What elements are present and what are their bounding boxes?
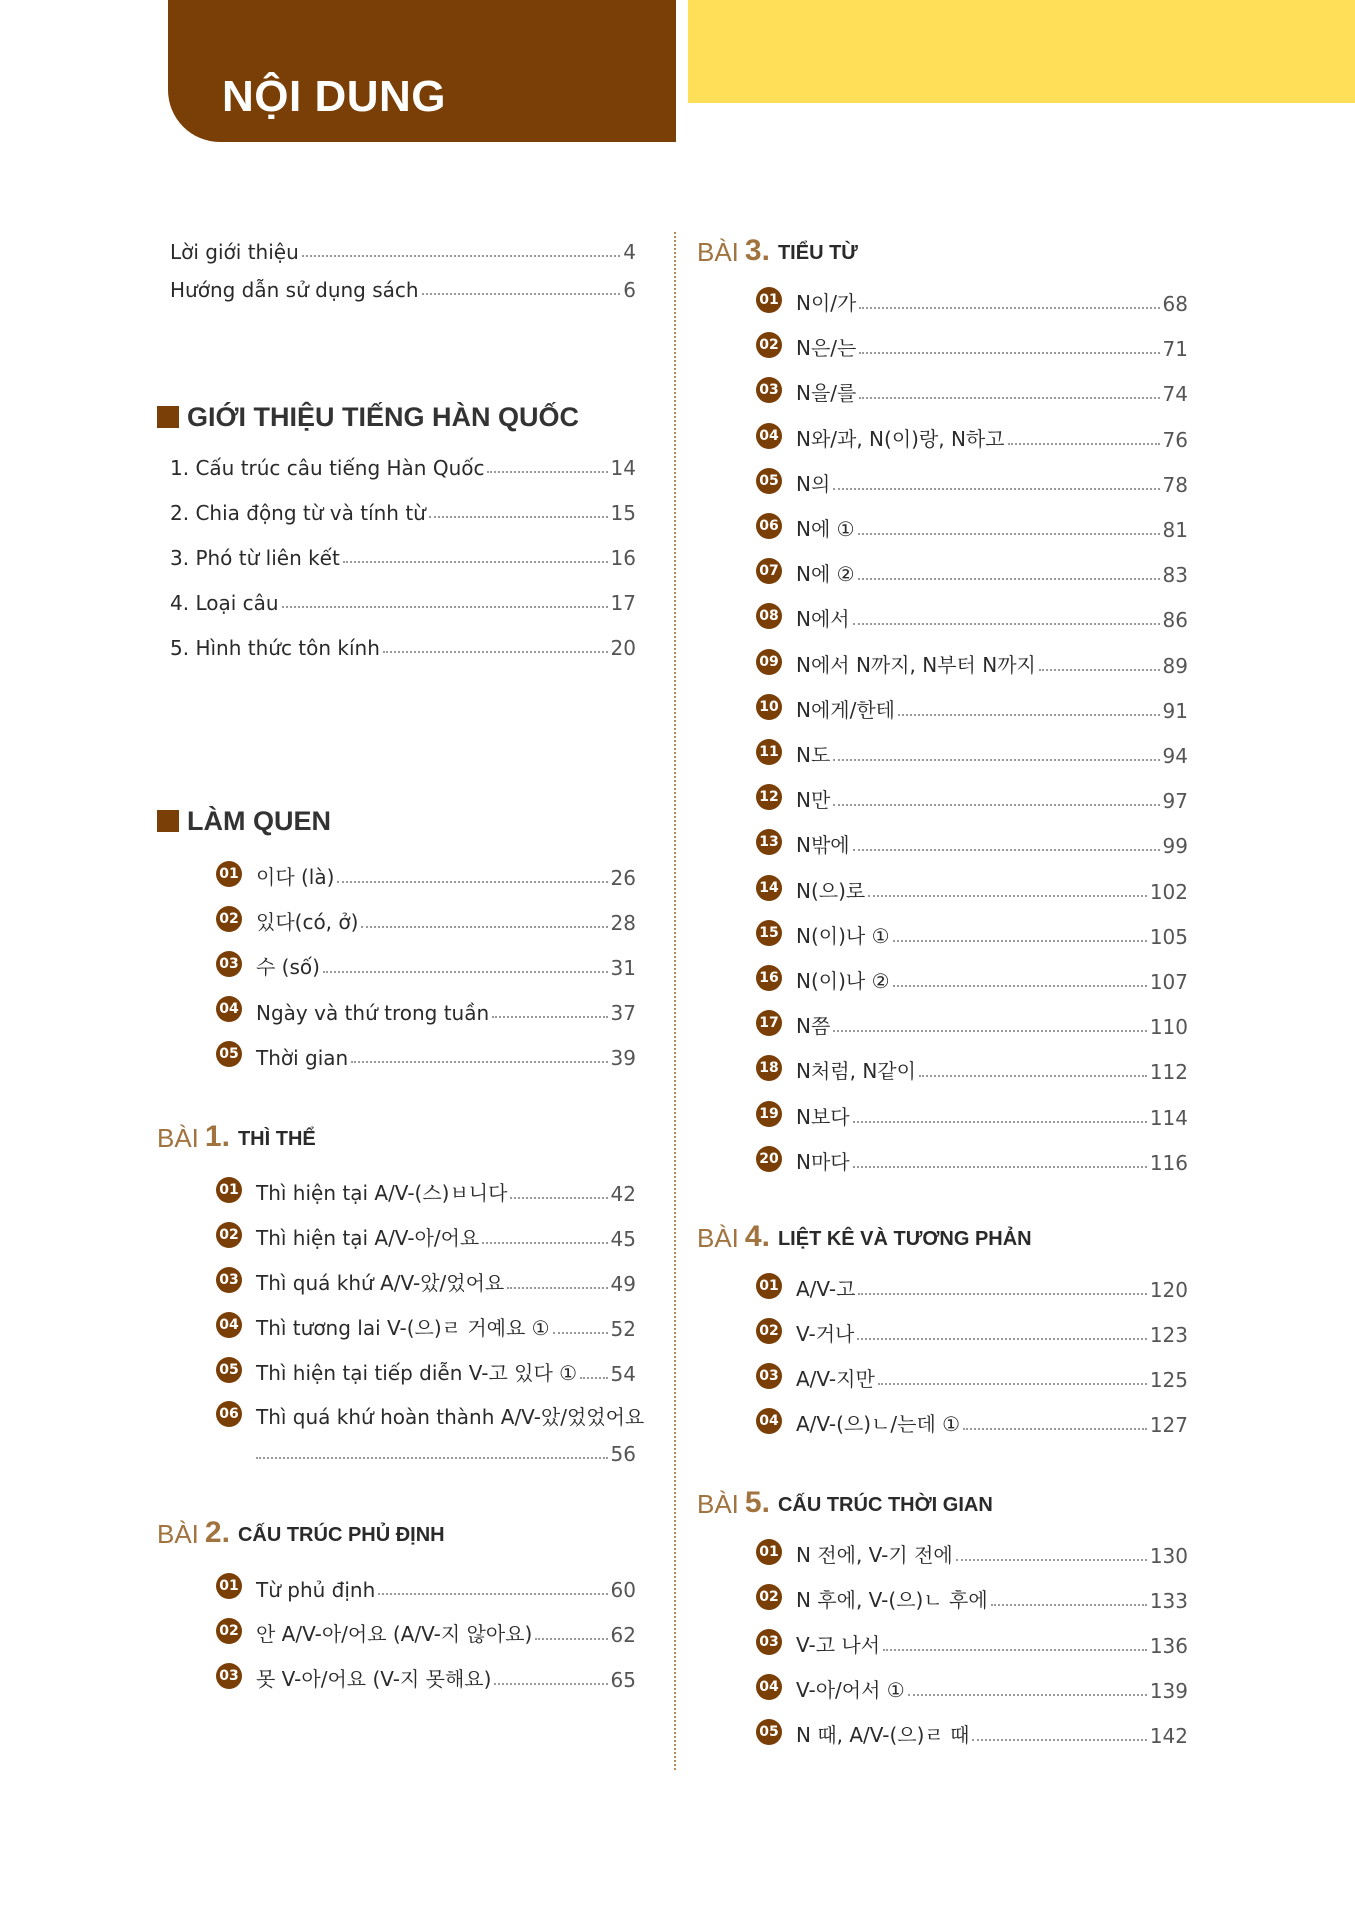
number-badge: 19 xyxy=(756,1101,782,1127)
number-badge: 06 xyxy=(216,1401,242,1427)
toc-entry-bai1-4[interactable]: 04 Thì tương lai V-(으)ㄹ 거예요 ① 52 xyxy=(170,1309,636,1341)
number-badge: 08 xyxy=(756,603,782,629)
toc-entry-bai5-4[interactable]: 04 V-아/어서 ① 139 xyxy=(710,1671,1188,1703)
number-badge: 16 xyxy=(756,965,782,991)
page-title: NỘI DUNG xyxy=(222,72,446,121)
number-badge: 04 xyxy=(756,423,782,449)
number-badge: 01 xyxy=(756,287,782,313)
number-badge: 15 xyxy=(756,920,782,946)
number-badge: 03 xyxy=(216,1663,242,1689)
number-badge: 14 xyxy=(756,875,782,901)
number-badge: 04 xyxy=(216,996,242,1022)
lesson-heading-3: BÀI 3. TIỂU TỪ xyxy=(697,234,858,267)
toc-entry-lamquen-5[interactable]: 05 Thời gian 39 xyxy=(170,1038,636,1070)
section-heading-intro: GIỚI THIỆU TIẾNG HÀN QUỐC xyxy=(157,400,579,434)
number-badge: 18 xyxy=(756,1055,782,1081)
toc-entry-bai2-2[interactable]: 02 안 A/V-아/어요 (A/V-지 않아요) 62 xyxy=(170,1615,636,1647)
number-badge: 02 xyxy=(756,1584,782,1610)
number-badge: 02 xyxy=(756,332,782,358)
toc-entry-lamquen-4[interactable]: 04 Ngày và thứ trong tuần 37 xyxy=(170,993,636,1025)
toc-entry-bai3-4[interactable]: 04 N와/과, N(이)랑, N하고 76 xyxy=(710,420,1188,452)
column-divider xyxy=(674,232,676,1770)
number-badge: 03 xyxy=(756,377,782,403)
toc-entry-bai3-5[interactable]: 05 N의 78 xyxy=(710,465,1188,497)
toc-entry-bai1-1[interactable]: 01 Thì hiện tại A/V-(스)ㅂ니다 42 xyxy=(170,1174,636,1206)
toc-entry-bai5-1[interactable]: 01 N 전에, V-기 전에 130 xyxy=(710,1536,1188,1568)
number-badge: 04 xyxy=(756,1674,782,1700)
toc-entry-bai4-2[interactable]: 02 V-거나 123 xyxy=(710,1315,1188,1347)
toc-entry-bai5-3[interactable]: 03 V-고 나서 136 xyxy=(710,1626,1188,1658)
toc-entry-bai3-1[interactable]: 01 N이/가 68 xyxy=(710,284,1188,316)
number-badge: 01 xyxy=(216,861,242,887)
number-badge: 02 xyxy=(216,1222,242,1248)
toc-entry-bai3-11[interactable]: 11 N도 94 xyxy=(710,736,1188,768)
number-badge: 17 xyxy=(756,1010,782,1036)
toc-entry-bai1-6-page[interactable]: 56 xyxy=(256,1434,636,1466)
number-badge: 07 xyxy=(756,558,782,584)
number-badge: 12 xyxy=(756,784,782,810)
toc-entry-bai3-18[interactable]: 18 N처럼, N같이 112 xyxy=(710,1052,1188,1084)
number-badge: 20 xyxy=(756,1146,782,1172)
toc-entry-bai3-17[interactable]: 17 N쯤 110 xyxy=(710,1007,1188,1039)
toc-entry-bai5-5[interactable]: 05 N 때, A/V-(으)ㄹ 때 142 xyxy=(710,1716,1188,1748)
lesson-heading-1: BÀI 1. THÌ THỂ xyxy=(157,1120,316,1153)
yellow-header-bar xyxy=(688,0,1355,103)
toc-entry-bai3-9[interactable]: 09 N에서 N까지, N부터 N까지 89 xyxy=(710,646,1188,678)
toc-entry-bai4-3[interactable]: 03 A/V-지만 125 xyxy=(710,1360,1188,1392)
toc-entry-intro-4[interactable]: 4. Loại câu 17 xyxy=(170,591,636,615)
toc-entry-bai1-6[interactable]: 06 Thì quá khứ hoàn thành A/V-았/었었어요 xyxy=(170,1398,636,1430)
header-tab xyxy=(168,0,676,142)
number-badge: 03 xyxy=(216,1267,242,1293)
toc-entry-bai3-16[interactable]: 16 N(이)나 ② 107 xyxy=(710,962,1188,994)
toc-entry-bai1-3[interactable]: 03 Thì quá khứ A/V-았/었어요 49 xyxy=(170,1264,636,1296)
toc-entry-front-1[interactable]: Lời giới thiệu 4 xyxy=(170,240,636,264)
toc-entry-bai3-7[interactable]: 07 N에 ② 83 xyxy=(710,555,1188,587)
lesson-heading-4: BÀI 4. LIỆT KÊ VÀ TƯƠNG PHẢN xyxy=(697,1220,1032,1253)
toc-entry-lamquen-1[interactable]: 01 이다 (là) 26 xyxy=(170,858,636,890)
toc-entry-intro-3[interactable]: 3. Phó từ liên kết 16 xyxy=(170,546,636,570)
number-badge: 04 xyxy=(216,1312,242,1338)
number-badge: 01 xyxy=(756,1539,782,1565)
toc-entry-lamquen-2[interactable]: 02 있다(có, ở) 28 xyxy=(170,903,636,935)
toc-entry-lamquen-3[interactable]: 03 수 (số) 31 xyxy=(170,948,636,980)
toc-entry-intro-5[interactable]: 5. Hình thức tôn kính 20 xyxy=(170,636,636,660)
toc-entry-bai4-4[interactable]: 04 A/V-(으)ㄴ/는데 ① 127 xyxy=(710,1405,1188,1437)
toc-entry-bai3-13[interactable]: 13 N밖에 99 xyxy=(710,826,1188,858)
number-badge: 13 xyxy=(756,829,782,855)
number-badge: 05 xyxy=(216,1357,242,1383)
number-badge: 02 xyxy=(756,1318,782,1344)
number-badge: 02 xyxy=(216,906,242,932)
number-badge: 03 xyxy=(756,1629,782,1655)
number-badge: 02 xyxy=(216,1618,242,1644)
number-badge: 06 xyxy=(756,513,782,539)
toc-entry-bai2-3[interactable]: 03 못 V-아/어요 (V-지 못해요) 65 xyxy=(170,1660,636,1692)
number-badge: 05 xyxy=(216,1041,242,1067)
toc-entry-intro-1[interactable]: 1. Cấu trúc câu tiếng Hàn Quốc 14 xyxy=(170,456,636,480)
number-badge: 09 xyxy=(756,649,782,675)
number-badge: 01 xyxy=(216,1573,242,1599)
toc-entry-bai3-6[interactable]: 06 N에 ① 81 xyxy=(710,510,1188,542)
toc-entry-intro-2[interactable]: 2. Chia động từ và tính từ 15 xyxy=(170,501,636,525)
toc-entry-bai3-20[interactable]: 20 N마다 116 xyxy=(710,1143,1188,1175)
lesson-heading-5: BÀI 5. CẤU TRÚC THỜI GIAN xyxy=(697,1486,993,1519)
section-square-icon xyxy=(157,810,179,832)
number-badge: 03 xyxy=(756,1363,782,1389)
lesson-heading-2: BÀI 2. CẤU TRÚC PHỦ ĐỊNH xyxy=(157,1516,445,1549)
number-badge: 10 xyxy=(756,694,782,720)
toc-entry-bai5-2[interactable]: 02 N 후에, V-(으)ㄴ 후에 133 xyxy=(710,1581,1188,1613)
toc-entry-bai2-1[interactable]: 01 Từ phủ định 60 xyxy=(170,1570,636,1602)
toc-entry-bai1-5[interactable]: 05 Thì hiện tại tiếp diễn V-고 있다 ① 54 xyxy=(170,1354,636,1386)
toc-entry-bai3-10[interactable]: 10 N에게/한테 91 xyxy=(710,691,1188,723)
toc-entry-bai3-15[interactable]: 15 N(이)나 ① 105 xyxy=(710,917,1188,949)
number-badge: 04 xyxy=(756,1408,782,1434)
section-square-icon xyxy=(157,406,179,428)
toc-entry-bai3-3[interactable]: 03 N을/를 74 xyxy=(710,374,1188,406)
toc-entry-bai3-19[interactable]: 19 N보다 114 xyxy=(710,1098,1188,1130)
toc-entry-bai3-2[interactable]: 02 N은/는 71 xyxy=(710,329,1188,361)
toc-entry-bai1-2[interactable]: 02 Thì hiện tại A/V-아/어요 45 xyxy=(170,1219,636,1251)
toc-entry-bai3-14[interactable]: 14 N(으)로 102 xyxy=(710,872,1188,904)
number-badge: 01 xyxy=(756,1273,782,1299)
toc-entry-bai3-8[interactable]: 08 N에서 86 xyxy=(710,600,1188,632)
section-heading-lamquen: LÀM QUEN xyxy=(157,804,331,838)
number-badge: 03 xyxy=(216,951,242,977)
number-badge: 05 xyxy=(756,468,782,494)
number-badge: 11 xyxy=(756,739,782,765)
toc-entry-front-2[interactable]: Hướng dẫn sử dụng sách 6 xyxy=(170,278,636,302)
number-badge: 05 xyxy=(756,1719,782,1745)
number-badge: 01 xyxy=(216,1177,242,1203)
toc-entry-bai4-1[interactable]: 01 A/V-고 120 xyxy=(710,1270,1188,1302)
toc-entry-bai3-12[interactable]: 12 N만 97 xyxy=(710,781,1188,813)
